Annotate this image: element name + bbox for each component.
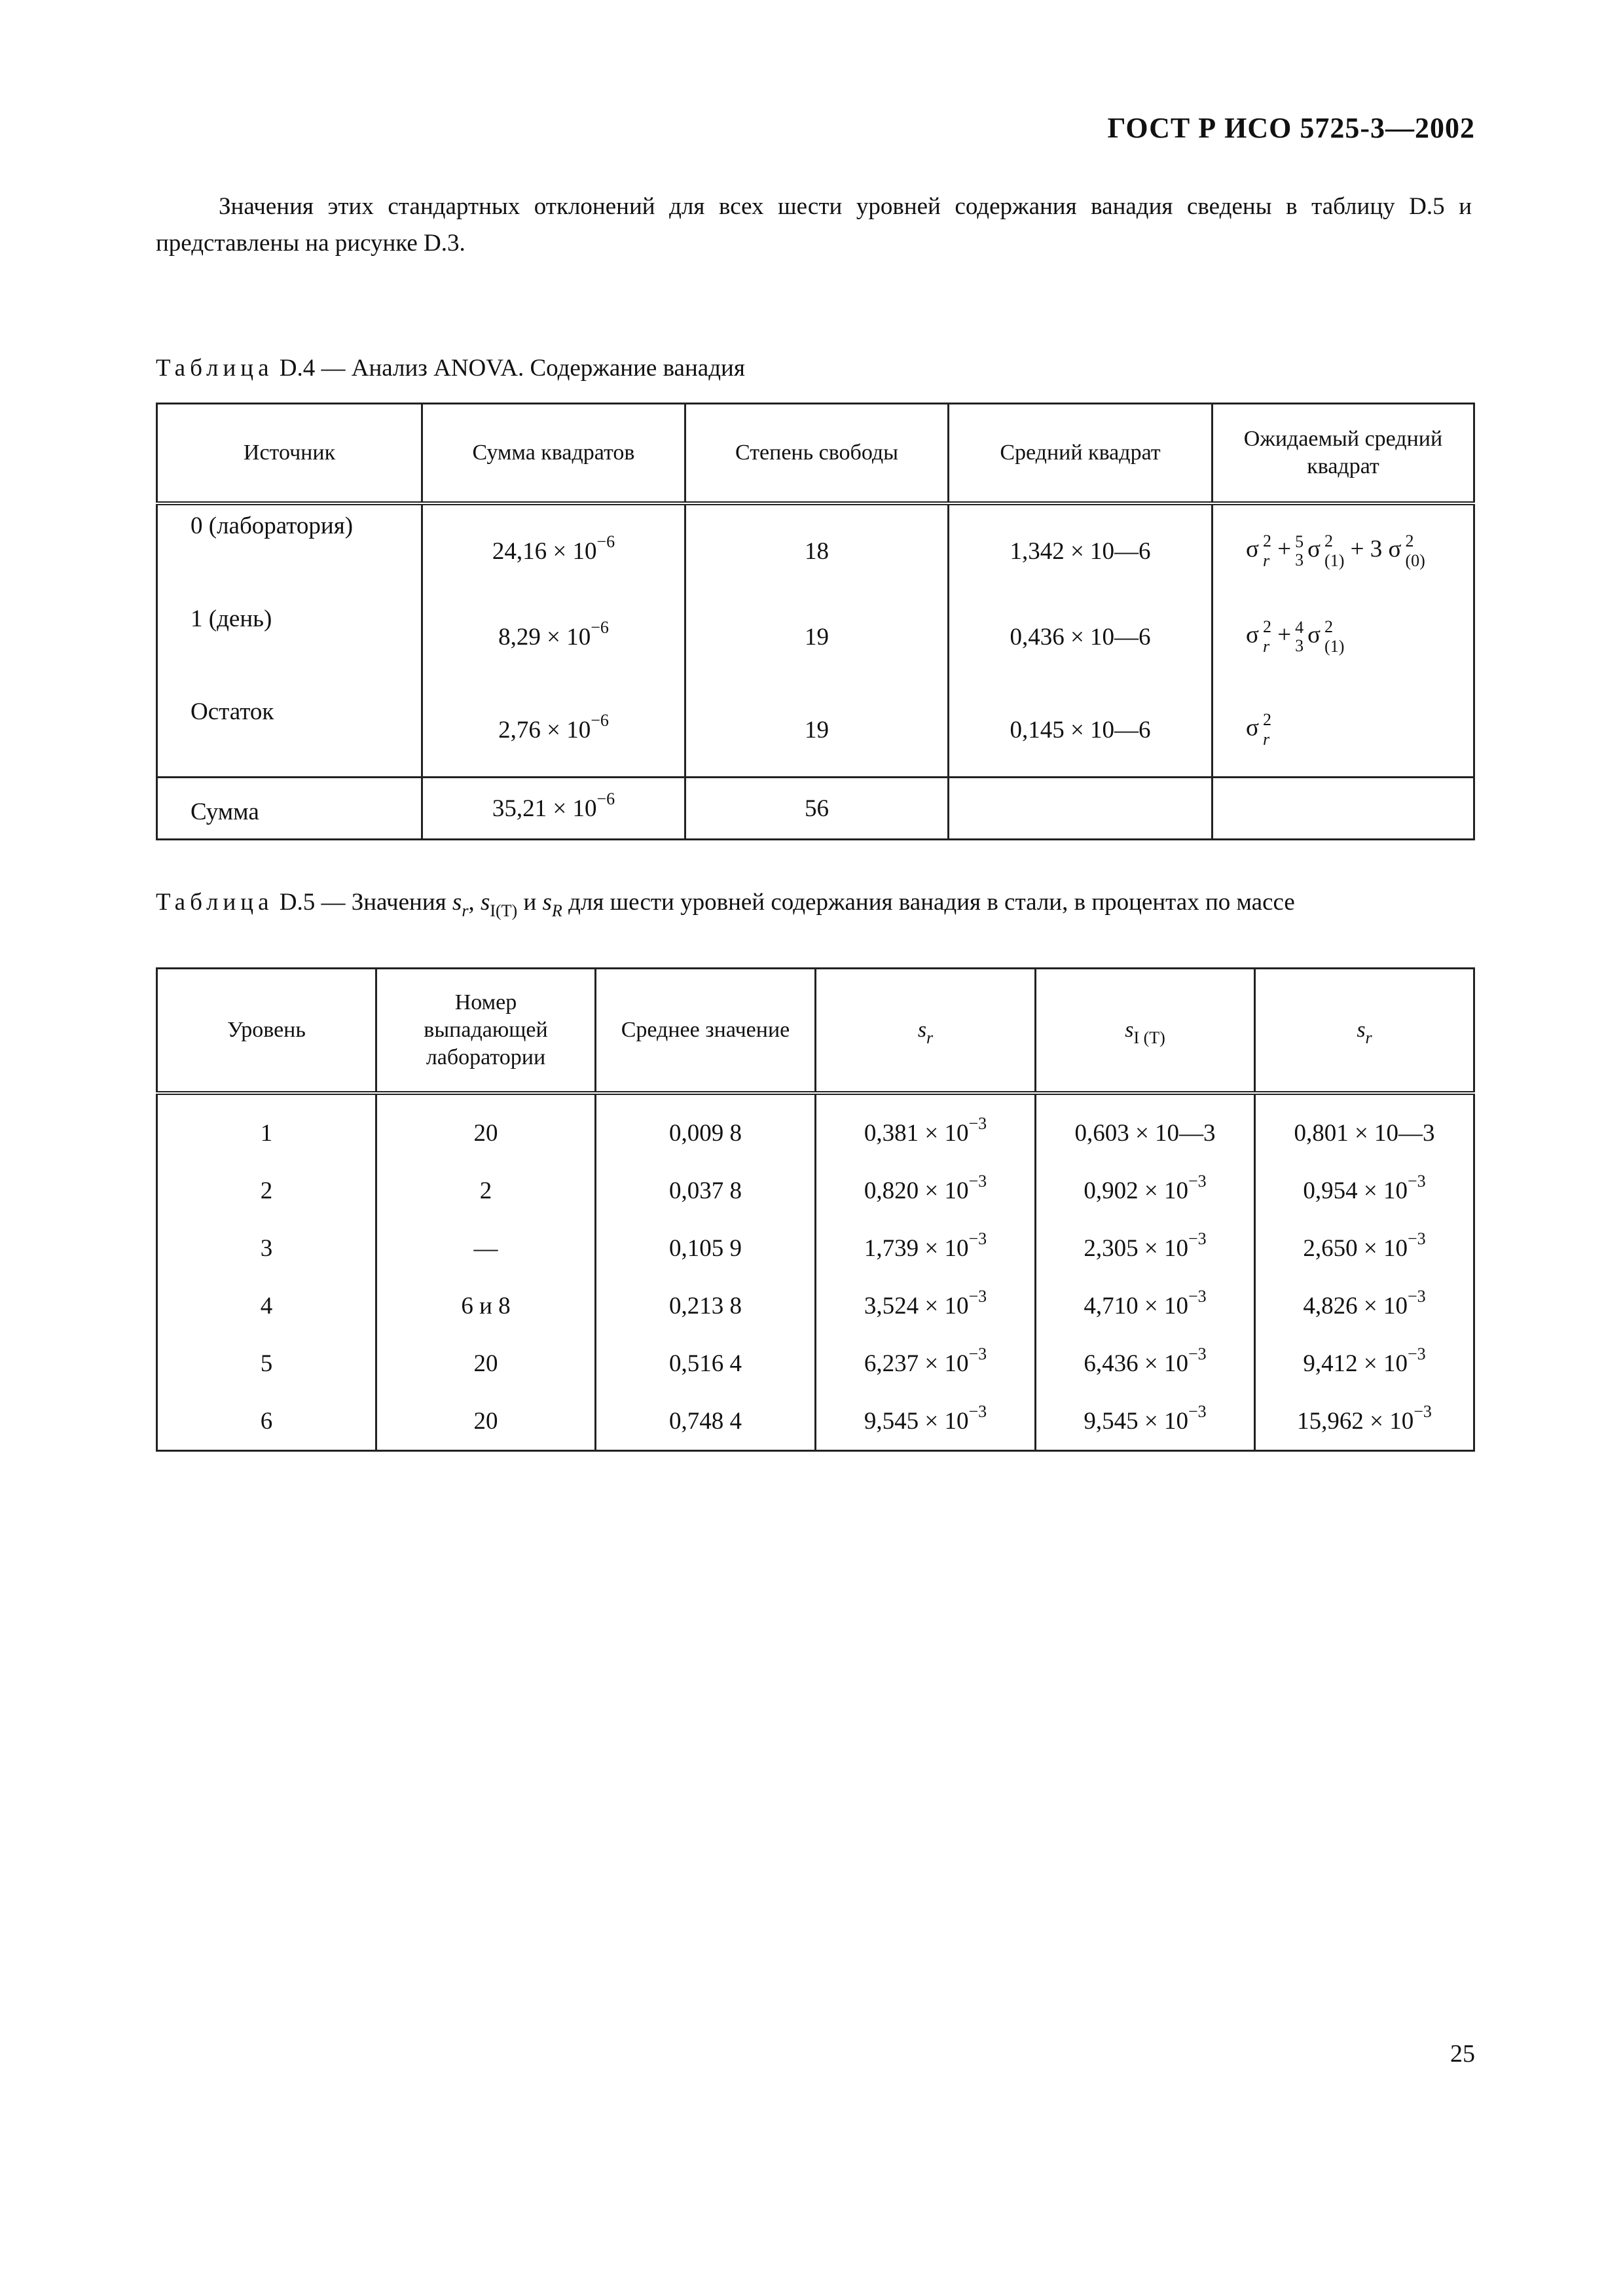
- row-sR: $2,650 \times 10^{-3}$: [1255, 1219, 1474, 1277]
- page-number: 25: [1450, 2040, 1475, 2068]
- row-si: $2,305 \times 10^{-3}$: [1036, 1219, 1255, 1277]
- row-sum-of-squares: $2,76 \times 10^{-6}$: [422, 683, 685, 778]
- col-header-source: Источник: [157, 404, 422, 504]
- row-outlier-lab: 20: [376, 1335, 596, 1392]
- col-header-outlier-lab: Номер выпадающей лаборатории: [376, 969, 596, 1094]
- row-si: $6,436 \times 10^{-3}$: [1036, 1335, 1255, 1392]
- row-level: 4: [157, 1277, 376, 1335]
- row-sR: $9,412 \times 10^{-3}$: [1255, 1335, 1474, 1392]
- row-source: 1 (день): [157, 590, 422, 683]
- row-si: $0,902 \times 10^{-3}$: [1036, 1162, 1255, 1219]
- col-header-degrees-of-freedom: Степень свободы: [685, 404, 949, 504]
- row-mean-square: 1,342 × 10—6: [949, 503, 1213, 590]
- row-outlier-lab: 2: [376, 1162, 596, 1219]
- table-row: [157, 1093, 1474, 1162]
- row-mean: 0,037 8: [596, 1162, 816, 1219]
- row-level: 5: [157, 1335, 376, 1392]
- row-sum-of-squares: $8,29 \times 10^{-6}$: [422, 590, 685, 683]
- row-sr: $9,545 \times 10^{-3}$: [816, 1392, 1036, 1451]
- table-row: [157, 503, 1474, 590]
- col-header-mean: Среднее значение: [596, 969, 816, 1094]
- caption-text: D.4 — Анализ ANOVA. Содержание ванадия: [273, 355, 745, 382]
- row-mean-square: 0,436 × 10—6: [949, 590, 1213, 683]
- table-row-total: [157, 778, 1474, 840]
- row-mean: 0,009 8: [596, 1093, 816, 1162]
- row-expected-ms: σ 2 r: [1213, 683, 1474, 778]
- row-sr: $0,381 \times 10^{-3}$: [816, 1093, 1036, 1162]
- row-mean-square: [949, 778, 1213, 840]
- row-level: 3: [157, 1219, 376, 1277]
- row-sr: $1,739 \times 10^{-3}$: [816, 1219, 1036, 1277]
- row-sum-of-squares: $35,21 \times 10^{-6}$: [422, 778, 685, 840]
- col-header-si: $s_{I (T)}$: [1036, 969, 1255, 1094]
- row-sR: $4,826 \times 10^{-3}$: [1255, 1277, 1474, 1335]
- col-header-sum-of-squares: Сумма квадратов: [422, 404, 685, 504]
- row-source: 0 (лаборатория): [157, 503, 422, 590]
- row-sr: $3,524 \times 10^{-3}$: [816, 1277, 1036, 1335]
- col-header-mean-square: Средний квадрат: [949, 404, 1213, 504]
- row-df: 56: [685, 778, 949, 840]
- row-mean: 0,748 4: [596, 1392, 816, 1451]
- row-mean-square: 0,145 × 10—6: [949, 683, 1213, 778]
- row-si: 0,603 × 10—3: [1036, 1093, 1255, 1162]
- col-header-expected-mean-square: Ожидаемый средний квадрат: [1213, 404, 1474, 504]
- table-d4-caption: [156, 353, 1472, 384]
- row-outlier-lab: —: [376, 1219, 596, 1277]
- row-source: Остаток: [157, 683, 422, 778]
- row-outlier-lab: 20: [376, 1392, 596, 1451]
- table-row: [157, 683, 1474, 778]
- caption-word: Таблица: [156, 355, 274, 382]
- row-sR: $15,962 \times 10^{-3}$: [1255, 1392, 1474, 1451]
- row-mean: 0,213 8: [596, 1277, 816, 1335]
- col-header-sR: $s_r$: [1255, 969, 1474, 1094]
- row-expected-ms: σ 2 r + 4 3 σ 2 (1): [1213, 590, 1474, 683]
- row-sr: $0,820 \times 10^{-3}$: [816, 1162, 1036, 1219]
- table-header-row: [157, 969, 1474, 1094]
- row-df: 19: [685, 683, 949, 778]
- row-mean: 0,516 4: [596, 1335, 816, 1392]
- row-sR: 0,801 × 10—3: [1255, 1093, 1474, 1162]
- row-level: 2: [157, 1162, 376, 1219]
- intro-paragraph: Значения этих стандартных отклонений для всех шести уровней содержания ванадия сведены в таблицу D.5 и представлены на рисунке D.3.: [156, 193, 1472, 257]
- row-level: 1: [157, 1093, 376, 1162]
- table-d5-caption: Таблица D.5 — Значения $s_r$, $s_{I(T)}$ и $s_R$ для шести уровней содержания ванадия в стали, в процентах по массе: [156, 889, 1295, 920]
- col-header-level: Уровень: [157, 969, 376, 1094]
- row-df: 18: [685, 503, 949, 590]
- row-sum-of-squares: $24,16 \times 10^{-6}$: [422, 503, 685, 590]
- table-row: [157, 1335, 1474, 1392]
- col-header-sr: $s_r$: [816, 969, 1036, 1094]
- table-header-row: [157, 404, 1474, 504]
- document-code: ГОСТ Р ИСО 5725-3—2002: [1107, 112, 1475, 144]
- row-si: $4,710 \times 10^{-3}$: [1036, 1277, 1255, 1335]
- row-mean: 0,105 9: [596, 1219, 816, 1277]
- row-sr: $6,237 \times 10^{-3}$: [816, 1335, 1036, 1392]
- row-source: Сумма: [157, 778, 422, 840]
- row-df: 19: [685, 590, 949, 683]
- row-sR: $0,954 \times 10^{-3}$: [1255, 1162, 1474, 1219]
- row-si: $9,545 \times 10^{-3}$: [1036, 1392, 1255, 1451]
- table-d5: [156, 967, 1475, 1452]
- row-level: 6: [157, 1392, 376, 1451]
- row-outlier-lab: 20: [376, 1093, 596, 1162]
- table-row: [157, 590, 1474, 683]
- table-row: [157, 1219, 1474, 1277]
- table-d4: [156, 403, 1475, 840]
- table-row: [157, 1162, 1474, 1219]
- row-expected-ms: σ 2 r + 5 3 σ 2 (1) + 3 σ 2 (0): [1213, 503, 1474, 590]
- row-outlier-lab: 6 и 8: [376, 1277, 596, 1335]
- row-expected-ms: [1213, 778, 1474, 840]
- table-row: [157, 1277, 1474, 1335]
- table-row: [157, 1392, 1474, 1451]
